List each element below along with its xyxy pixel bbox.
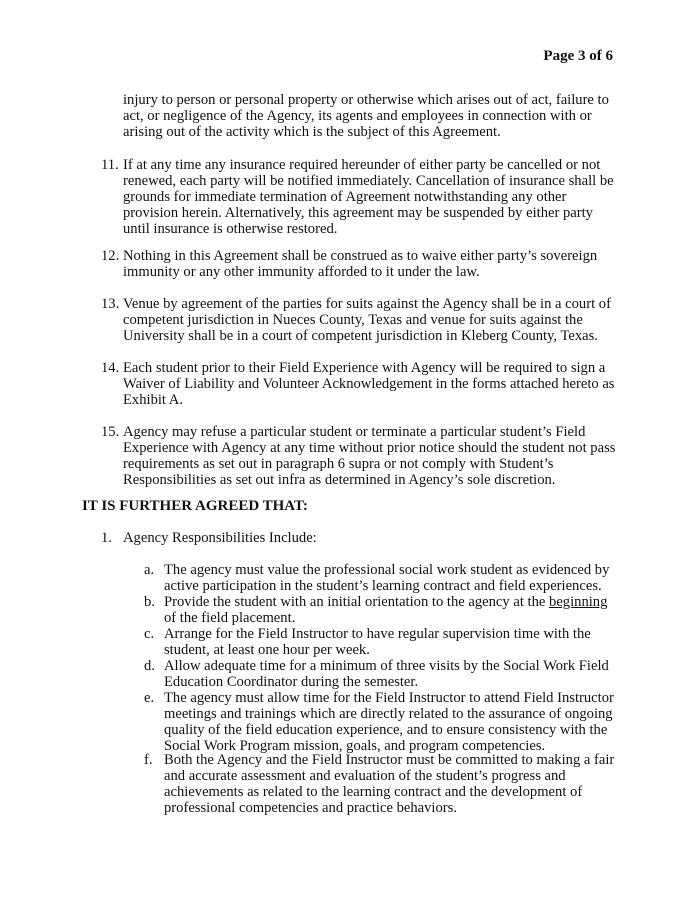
clause-number: 15. [101,424,120,440]
responsibility-a [144,562,620,594]
continuation-paragraph: injury to person or personal property or otherwise which arises out of act, failure to act, or negligence of the Agency, its agents and employees in connection with or arising out of the activity which is the subject of this Agreement. [123,92,609,141]
responsibility-c [144,626,620,658]
responsibility-e [144,690,620,754]
clause-number: 12. [101,248,120,264]
text-part: of the field placement. [164,610,296,627]
section-heading: IT IS FURTHER AGREED THAT: [82,498,308,514]
item-letter: e. [144,690,155,706]
item-text [164,594,620,626]
clause-number: 14. [101,360,120,376]
clause-15 [101,424,621,488]
item-text: Agency Responsibilities Include: [123,530,317,546]
clause-number: 13. [101,296,120,312]
item-letter: f. [144,752,153,768]
item-number: 1. [101,530,112,546]
item-text: Arrange for the Field Instructor to have regular supervision time with the student, at least one hour per week. [164,626,591,659]
clause-13 [101,296,621,344]
item-letter: c. [144,626,155,642]
responsibility-f [144,752,620,816]
text-part: Provide the student with an initial orientation to the agency at the [164,594,550,610]
responsibility-b [144,594,620,626]
item-letter: d. [144,658,155,674]
item-text: Both the Agency and the Field Instructor must be committed to making a fair and accurate assessment and evaluation of the student’s progress and achievements as related to the learning contract and the development of professional competencies and practice behaviors. [164,752,615,817]
item-letter: b. [144,594,155,610]
page-number: Page 3 of 6 [543,48,613,64]
clause-14 [101,360,621,408]
item-text: Allow adequate time for a minimum of three visits by the Social Work Field Education Coordinator during the semester. [164,658,609,691]
clause-12 [101,248,621,280]
underlined-word: beginning [549,594,608,610]
clause-text: Agency may refuse a particular student or terminate a particular student’s Field Experience with Agency at any time without prior notice should the student not pass requirements as set out in paragraph 6 supra or not comply with Student’s Responsibilities as set out infra as determined in Agency’s sole discretion. [123,424,616,489]
item-text: The agency must allow time for the Field Instructor to attend Field Instructor meetings and trainings which are directly related to the assurance of ongoing quality of the field education experience, and to ensure consistency with the Social Work Program mission, goals, and program competencies. [164,690,614,755]
clause-11 [101,157,621,237]
clause-text: Each student prior to their Field Experience with Agency will be required to sign a Waiver of Liability and Volunteer Acknowledgement in the forms attached hereto as Exhibit A. [123,360,615,409]
clause-text: Nothing in this Agreement shall be construed as to waive either party’s sovereign immunity or any other immunity afforded to it under the law. [123,248,598,281]
item-letter: a. [144,562,155,578]
agreed-item-1 [101,530,621,546]
clause-number: 11. [101,157,119,173]
responsibility-d [144,658,620,690]
clause-text: If at any time any insurance required hereunder of either party be cancelled or not renewed, each party will be notified immediately. Cancellation of insurance shall be grounds for immediate termination of Agreement notwithstanding any other provision herein. Alternatively, this agreement may be suspended by either party until insurance is otherwise restored. [123,157,614,238]
clause-text: Venue by agreement of the parties for suits against the Agency shall be in a court of competent jurisdiction in Nueces County, Texas and venue for suits against the University shall be in a court of competent jurisdiction in Kleberg County, Texas. [123,296,611,345]
item-text: The agency must value the professional social work student as evidenced by active participation in the student’s learning contract and field experiences. [164,562,610,595]
